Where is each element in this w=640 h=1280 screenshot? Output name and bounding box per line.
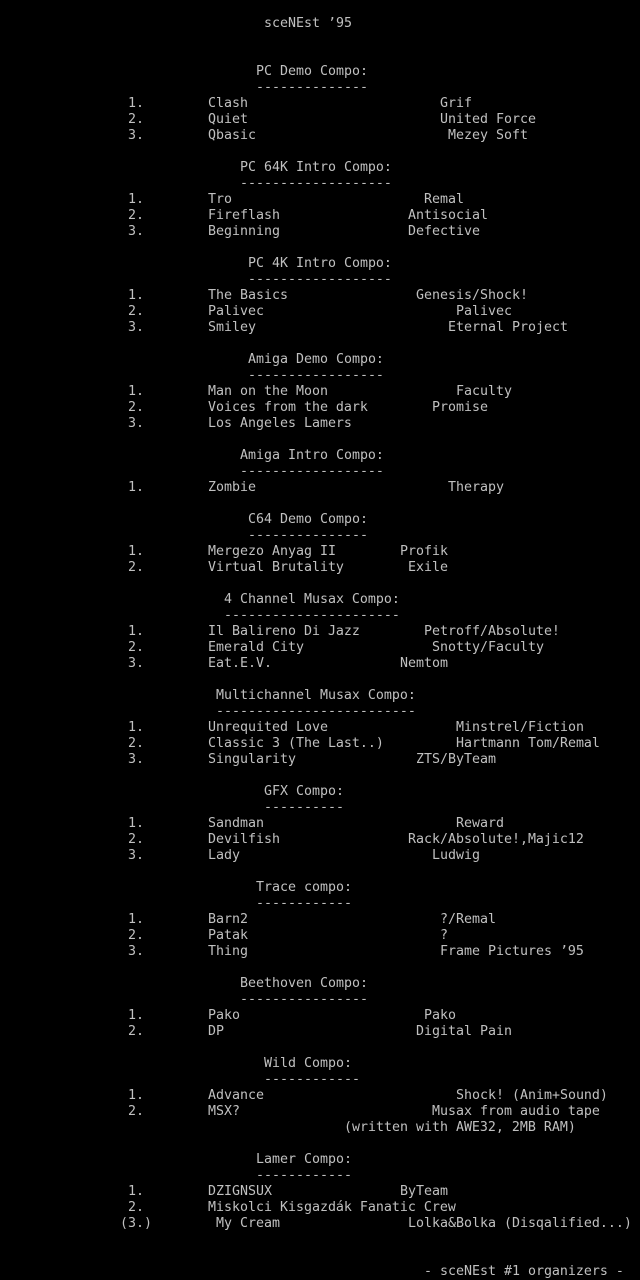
entry-group: Lolka&Bolka (Disqalified...): [408, 1216, 632, 1231]
entry-rank: 2.: [128, 640, 144, 655]
section-underline: ------------------: [240, 464, 384, 479]
entry-group: (written with AWE32, 2MB RAM): [344, 1120, 576, 1135]
entry-title: Clash: [208, 96, 248, 111]
entry-group: Profik: [400, 544, 448, 559]
entry-title: DP: [208, 1024, 224, 1039]
entry-group: Musax from audio tape: [432, 1104, 600, 1119]
entry-group: Digital Pain: [416, 1024, 512, 1039]
entry-title: Advance: [208, 1088, 264, 1103]
entry-group: United Force: [440, 112, 536, 127]
entry-group: Eternal Project: [448, 320, 568, 335]
footer-credit: - sceNEst #1 organizers -: [424, 1264, 624, 1279]
entry-group: Rack/Absolute!,Majic12: [408, 832, 584, 847]
entry-group: Defective: [408, 224, 480, 239]
entry-group: Faculty: [456, 384, 512, 399]
entry-rank: 2.: [128, 1200, 144, 1215]
entry-title: The Basics: [208, 288, 288, 303]
section-header: PC Demo Compo:: [256, 64, 368, 79]
entry-rank: 1.: [128, 624, 144, 639]
entry-rank: 3.: [128, 848, 144, 863]
entry-title: DZIGNSUX: [208, 1184, 272, 1199]
entry-rank: 2.: [128, 928, 144, 943]
entry-title: Classic 3 (The Last..): [208, 736, 384, 751]
entry-title: Quiet: [208, 112, 248, 127]
section-header: Trace compo:: [256, 880, 352, 895]
entry-title: Devilfish: [208, 832, 280, 847]
entry-title: Mergezo Anyag II: [208, 544, 336, 559]
entry-rank: 3.: [128, 416, 144, 431]
entry-group: Ludwig: [432, 848, 480, 863]
entry-rank: 1.: [128, 192, 144, 207]
entry-rank: (3.): [120, 1216, 152, 1231]
section-header: Lamer Compo:: [256, 1152, 352, 1167]
section-underline: ---------------: [248, 528, 368, 543]
entry-title: Lady: [208, 848, 240, 863]
entry-rank: 1.: [128, 544, 144, 559]
entry-title: Los Angeles Lamers: [208, 416, 352, 431]
section-header: PC 64K Intro Compo:: [240, 160, 392, 175]
entry-group: Genesis/Shock!: [416, 288, 528, 303]
section-underline: ----------------: [240, 992, 368, 1007]
entry-title: Voices from the dark: [208, 400, 368, 415]
entry-group: Frame Pictures ’95: [440, 944, 584, 959]
entry-group: Reward: [456, 816, 504, 831]
entry-title: Man on the Moon: [208, 384, 328, 399]
entry-group: Nemtom: [400, 656, 448, 671]
entry-rank: 1.: [128, 96, 144, 111]
entry-group: ?/Remal: [440, 912, 496, 927]
entry-group: Palivec: [456, 304, 512, 319]
entry-group: Grif: [440, 96, 472, 111]
entry-group: Therapy: [448, 480, 504, 495]
entry-rank: 1.: [128, 816, 144, 831]
entry-group: Petroff/Absolute!: [424, 624, 560, 639]
entry-title: Singularity: [208, 752, 296, 767]
entry-group: Hartmann Tom/Remal: [456, 736, 600, 751]
section-underline: -----------------: [248, 368, 384, 383]
entry-group: Pako: [424, 1008, 456, 1023]
entry-group: ?: [440, 928, 448, 943]
entry-group: Snotty/Faculty: [432, 640, 544, 655]
entry-group: Minstrel/Fiction: [456, 720, 584, 735]
entry-title: Sandman: [208, 816, 264, 831]
section-underline: ------------: [256, 896, 352, 911]
entry-rank: 3.: [128, 944, 144, 959]
entry-group: Promise: [432, 400, 488, 415]
section-header: GFX Compo:: [264, 784, 344, 799]
entry-title: Eat.E.V.: [208, 656, 272, 671]
section-underline: ------------------: [248, 272, 392, 287]
entry-rank: 2.: [128, 1104, 144, 1119]
entry-group: ByTeam: [400, 1184, 448, 1199]
entry-group: Shock! (Anim+Sound): [456, 1088, 608, 1103]
entry-rank: 2.: [128, 304, 144, 319]
entry-rank: 2.: [128, 832, 144, 847]
entry-title: Thing: [208, 944, 248, 959]
entry-rank: 1.: [128, 912, 144, 927]
section-header: Amiga Intro Compo:: [240, 448, 384, 463]
section-underline: ----------------------: [224, 608, 400, 623]
entry-title: My Cream: [216, 1216, 280, 1231]
entry-rank: 2.: [128, 208, 144, 223]
entry-title: Il Balireno Di Jazz: [208, 624, 360, 639]
entry-rank: 1.: [128, 288, 144, 303]
entry-group: Remal: [424, 192, 464, 207]
entry-rank: 2.: [128, 560, 144, 575]
entry-group: Antisocial: [408, 208, 488, 223]
entry-rank: 3.: [128, 128, 144, 143]
entry-group: Mezey Soft: [448, 128, 528, 143]
section-underline: ------------: [264, 1072, 360, 1087]
entry-rank: 1.: [128, 384, 144, 399]
entry-rank: 1.: [128, 1184, 144, 1199]
section-header: 4 Channel Musax Compo:: [224, 592, 400, 607]
entry-title: Miskolci Kisgazdák Fanatic Crew: [208, 1200, 456, 1215]
section-header: Beethoven Compo:: [240, 976, 368, 991]
entry-title: Qbasic: [208, 128, 256, 143]
entry-rank: 2.: [128, 736, 144, 751]
entry-rank: 1.: [128, 1088, 144, 1103]
entry-title: Zombie: [208, 480, 256, 495]
entry-rank: 1.: [128, 1008, 144, 1023]
section-header: PC 4K Intro Compo:: [248, 256, 392, 271]
entry-title: Emerald City: [208, 640, 304, 655]
section-underline: -------------------: [240, 176, 392, 191]
entry-rank: 1.: [128, 720, 144, 735]
party-title: sceNEst ’95: [264, 16, 352, 31]
section-underline: ------------: [256, 1168, 352, 1183]
section-header: Amiga Demo Compo:: [248, 352, 384, 367]
section-underline: --------------: [256, 80, 368, 95]
entry-rank: 2.: [128, 400, 144, 415]
entry-rank: 1.: [128, 480, 144, 495]
entry-title: Patak: [208, 928, 248, 943]
entry-title: MSX?: [208, 1104, 240, 1119]
entry-title: Virtual Brutality: [208, 560, 344, 575]
section-underline: -------------------------: [216, 704, 416, 719]
entry-rank: 3.: [128, 224, 144, 239]
section-underline: ----------: [264, 800, 344, 815]
entry-title: Beginning: [208, 224, 280, 239]
entry-title: Fireflash: [208, 208, 280, 223]
entry-title: Unrequited Love: [208, 720, 328, 735]
entry-rank: 3.: [128, 752, 144, 767]
entry-group: ZTS/ByTeam: [416, 752, 496, 767]
section-header: Wild Compo:: [264, 1056, 352, 1071]
entry-title: Smiley: [208, 320, 256, 335]
entry-group: Exile: [408, 560, 448, 575]
entry-title: Pako: [208, 1008, 240, 1023]
entry-rank: 3.: [128, 656, 144, 671]
entry-rank: 3.: [128, 320, 144, 335]
entry-rank: 2.: [128, 112, 144, 127]
section-header: C64 Demo Compo:: [248, 512, 368, 527]
entry-rank: 2.: [128, 1024, 144, 1039]
entry-title: Barn2: [208, 912, 248, 927]
section-header: Multichannel Musax Compo:: [216, 688, 416, 703]
entry-title: Tro: [208, 192, 232, 207]
entry-title: Palivec: [208, 304, 264, 319]
